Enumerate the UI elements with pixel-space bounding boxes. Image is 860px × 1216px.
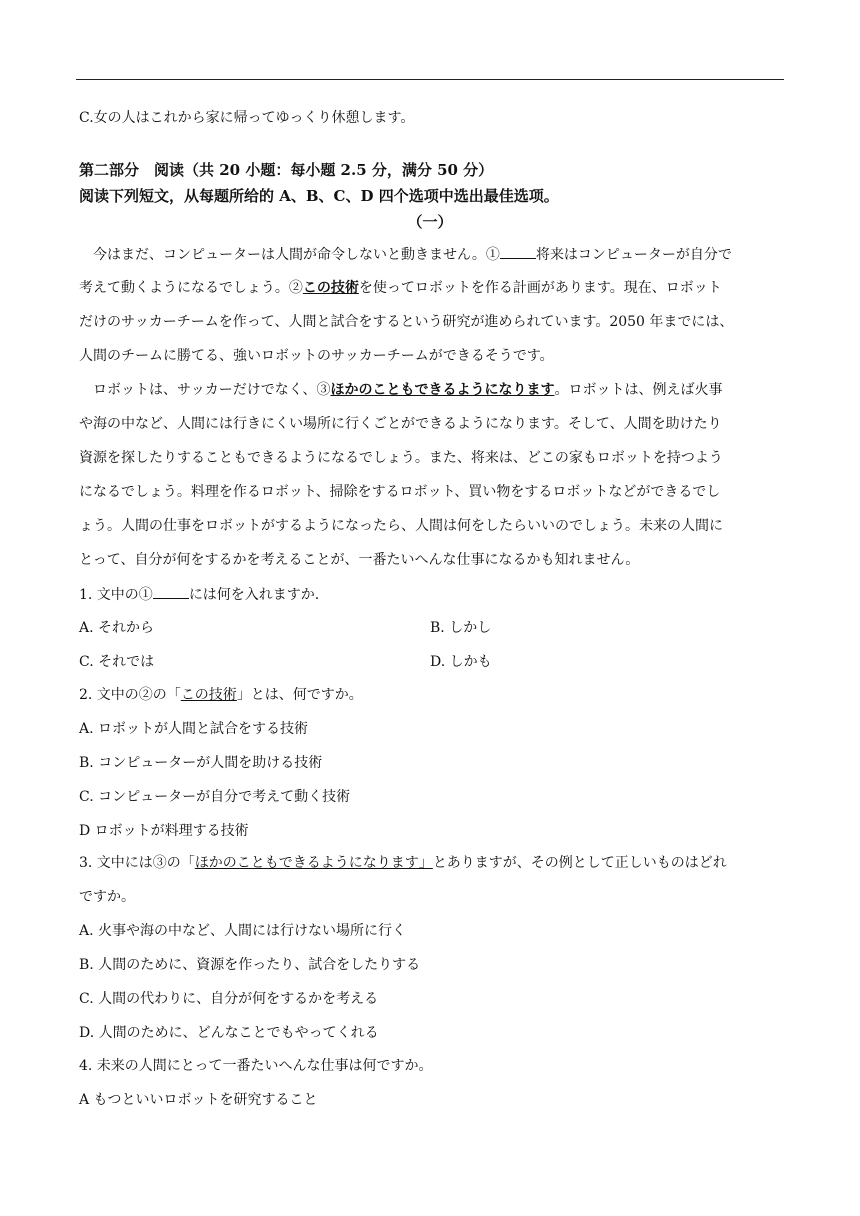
- option-c: C. それでは: [79, 654, 155, 670]
- option-a: A. 火事や海の中など、人間には行けない場所に行く: [79, 923, 407, 939]
- underlined-phrase: ほかのこともできるようになります」: [194, 855, 433, 871]
- option-a: A. それから: [79, 620, 155, 636]
- passage-line: や海の中など、人間には行きにくい場所に行くごとができるようになります。そして、人間を助けたり: [79, 416, 722, 432]
- underlined-phrase: この技術: [180, 687, 237, 703]
- question-1-stem: 1. 文中の① には何を入れますか.: [79, 584, 779, 605]
- underlined-phrase: ほかのこともできるようになります: [330, 382, 555, 398]
- passage-line: 考えて動くようになるでしょう。②この技術を使ってロボットを作る計画があります。現在、ロボット: [79, 280, 722, 296]
- option-a: A. ロボットが人間と試合をする技術: [79, 721, 309, 737]
- carryover-option: C.女の人はこれから家に帰ってゆっくり休憩します。: [79, 110, 415, 126]
- option-d: D. しかも: [430, 654, 492, 670]
- passage-line: 人間のチームに勝てる、強いロボットのサッカーチームができるそうです。: [79, 348, 554, 364]
- question-4-stem: 4. 未来の人間にとって一番たいへんな仕事は何ですか。: [79, 1058, 433, 1074]
- question-3-stem-continued: ですか。: [79, 889, 135, 905]
- passage-line: だけのサッカーチームを作って、人間と試合をするという研究が進められています。2050 年までには、: [79, 314, 734, 330]
- option-b: B. 人間のために、資源を作ったり、試合をしたりする: [79, 957, 421, 973]
- option-a: A もつといいロボットを研究すること: [79, 1092, 318, 1108]
- question-2-stem: 2. 文中の②の「この技術」とは、何ですか。: [79, 687, 363, 703]
- underlined-phrase: この技術: [302, 280, 359, 296]
- passage-line: 資源を探したりすることもできるようになるでしょう。また、将来は、どこの家もロボットを持つよう: [79, 450, 723, 466]
- header-rule: [76, 79, 784, 80]
- passage-line: になるでしょう。料理を作るロボット、掃除をするロボット、買い物をするロボットなどができるでし: [79, 484, 721, 500]
- question-3-stem: 3. 文中には③の「ほかのこともできるようになります」とありますが、その例として正しいものはどれ: [79, 855, 727, 871]
- question-1-options-row: [79, 652, 779, 672]
- option-b: B. コンピューターが人間を助ける技術: [79, 755, 323, 771]
- passage-line: ょう。人間の仕事をロボットがするようになったら、人間は何をしたらいいのでしょう。未来の人間に: [79, 518, 723, 534]
- passage-line: 今はまだ、コンピューターは人間が命令しないと動きません。① 将来はコンピューターが自分で: [93, 244, 793, 265]
- passage-line: とって、自分が何をするかを考えることが、一番たいへんな仕事になるかも知れません。: [79, 552, 640, 568]
- option-c: C. コンピューターが自分で考えて動く技術: [79, 789, 351, 805]
- answer-blank: [153, 584, 189, 599]
- option-d: D. 人間のために、どんなことでもやってくれる: [79, 1025, 379, 1041]
- section-title: 第二部分 阅读（共 20 小题：每小题 2.5 分，满分 50 分）: [79, 161, 494, 179]
- answer-blank: [500, 244, 536, 259]
- question-1-options-row: [79, 618, 779, 638]
- option-d: D ロボットが料理する技術: [79, 823, 249, 839]
- passage-number: （一）: [407, 213, 453, 231]
- option-c: C. 人間の代わりに、自分が何をするかを考える: [79, 991, 379, 1007]
- passage-line: ロボットは、サッカーだけでなく、③ほかのこともできるようになります。ロボットは、例えば火事: [93, 382, 723, 398]
- section-instruction: 阅读下列短文，从每题所给的 A、B、C、D 四个选项中选出最佳选项。: [79, 187, 559, 205]
- option-b: B. しかし: [430, 620, 492, 636]
